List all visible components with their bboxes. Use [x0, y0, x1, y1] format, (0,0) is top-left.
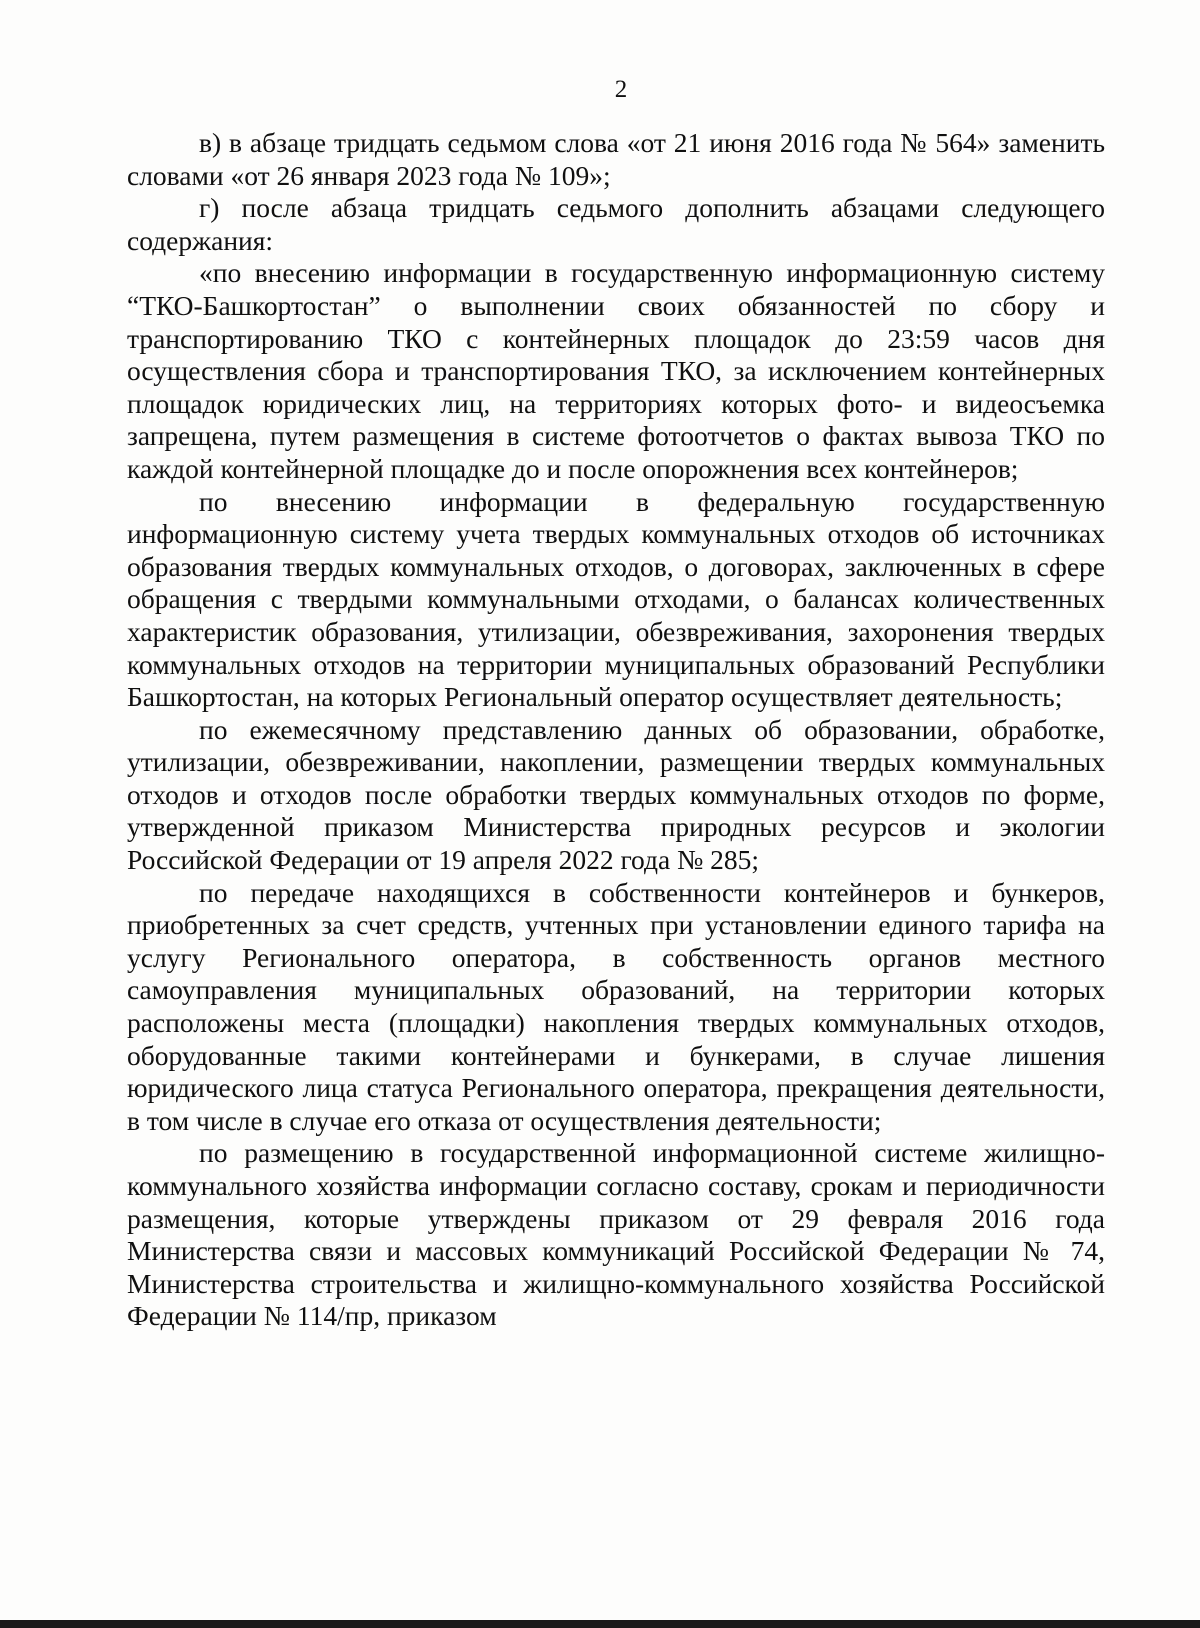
- paragraph-container-transfer: по передаче находящихся в собственности контейнеров и бункеров, приобретенных за счет средств, учтенных при установлении единого тарифа на услугу Регионального оператора, в собственность органов местного самоуправления муниципальных образований, на территории которых расположены места (площадки) накопления твердых коммунальных отходов, оборудованные такими контейнерами и бункерами, в случае лишения юридического лица статуса Регионального оператора, прекращения деятельности, в том числе в случае его отказа от осуществления деятельности;: [127, 876, 1105, 1136]
- document-body: [127, 127, 1105, 1333]
- paragraph-tko-info-system: «по внесению информации в государственную информационную систему “ТКО-Башкортостан” о выполнении своих обязанностей по сбору и транспортированию ТКО с контейнерных площадок до 23:59 часов дня осуществления сбора и транспортирования ТКО, за исключением контейнерных площадок юридических лиц, на территориях которых фото- и видеосъемка запрещена, путем размещения в системе фотоотчетов о фактах вывоза ТКО по каждой контейнерной площадке до и после опорожнения всех контейнеров;: [127, 257, 1105, 484]
- paragraph-gis-zhkh: по размещению в государственной информационной системе жилищно-коммунального хозяйства информации согласно составу, срокам и периодичности размещения, которые утверждены приказом от 29 февраля 2016 года Министерства связи и массовых коммуникаций Российской Федерации № 74, Министерства строительства и жилищно-коммунального хозяйства Российской Федерации № 114/пр, приказом: [127, 1137, 1105, 1332]
- paragraph-v: в) в абзаце тридцать седьмом слова «от 21 июня 2016 года № 564» заменить словами «от 26 января 2023 года № 109»;: [127, 127, 1105, 191]
- paragraph-federal-info-system: по внесению информации в федеральную государственную информационную систему учета твердых коммунальных отходов об источниках образования твердых коммунальных отходов, о договорах, заключенных в сфере обращения с твердыми коммунальными отходами, о балансах количественных характеристик образования, утилизации, обезвреживания, захоронения твердых коммунальных отходов на территории муниципальных образований Республики Башкортостан, на которых Региональный оператор осуществляет деятельность;: [127, 485, 1105, 713]
- page-number: 2: [614, 76, 628, 103]
- scan-bottom-edge: [0, 1620, 1200, 1628]
- paragraph-g: г) после абзаца тридцать седьмого дополнить абзацами следующего содержания:: [127, 192, 1105, 256]
- paragraph-monthly-data: по ежемесячному представлению данных об образовании, обработке, утилизации, обезвреживании, накоплении, размещении твердых коммунальных отходов и отходов после обработки твердых коммунальных отходов по форме, утвержденной приказом Министерства природных ресурсов и экологии Российской Федерации от 19 апреля 2022 года № 285;: [127, 713, 1105, 876]
